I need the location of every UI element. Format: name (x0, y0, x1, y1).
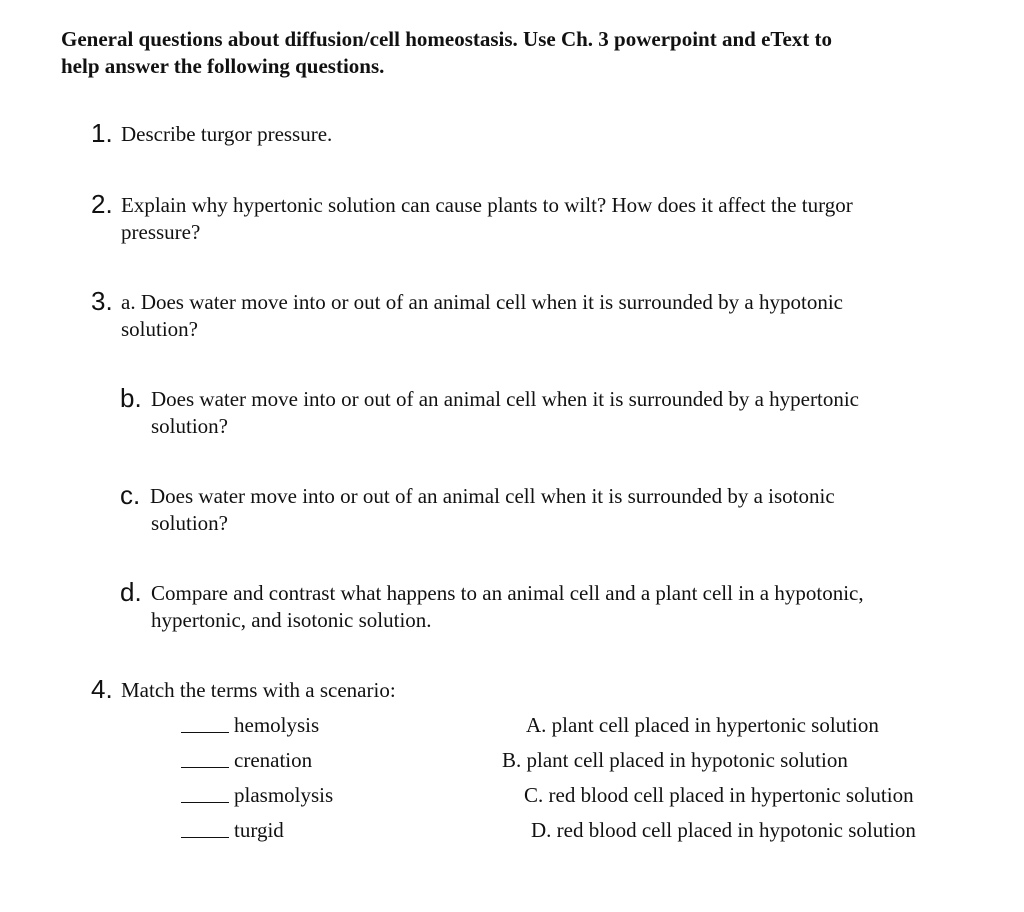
match-option-d: D. red blood cell placed in hypotonic solution (531, 818, 916, 842)
question-3c-text-line-1: Does water move into or out of an animal cell when it is surrounded by a isotonic (150, 484, 835, 508)
question-3d-letter: d. (120, 577, 142, 607)
question-2-text-line-2: pressure? (121, 220, 201, 244)
heading-line-1: General questions about diffusion/cell homeostasis. Use Ch. 3 powerpoint and eText to (61, 27, 833, 51)
question-1-number: 1. (91, 118, 113, 148)
question-1-text-line-1: Describe turgor pressure. (121, 122, 333, 146)
question-3c-text-line-2: solution? (151, 511, 228, 535)
question-4-number: 4. (91, 674, 113, 704)
question-3b-letter: b. (120, 383, 142, 413)
answer-blank-crenation[interactable] (181, 767, 229, 768)
match-term: plasmolysis (234, 783, 334, 807)
answer-blank-plasmolysis[interactable] (181, 802, 229, 803)
worksheet-heading (61, 26, 961, 80)
heading-line-2: help answer the following questions. (61, 54, 385, 78)
question-3c-letter: c. (120, 480, 141, 510)
match-term: hemolysis (234, 713, 320, 737)
answer-blank-turgid[interactable] (181, 837, 229, 838)
question-3b-text-line-1: Does water move into or out of an animal cell when it is surrounded by a hypertonic (151, 387, 859, 411)
question-3a-text-line-2: solution? (121, 317, 198, 341)
match-term: turgid (234, 818, 284, 842)
answer-blank-hemolysis[interactable] (181, 732, 229, 733)
match-term: crenation (234, 748, 313, 772)
question-2-number: 2. (91, 189, 113, 219)
question-3d-text-line-1: Compare and contrast what happens to an animal cell and a plant cell in a hypotonic, (151, 581, 864, 605)
match-option-a: A. plant cell placed in hypertonic solution (526, 713, 879, 737)
question-3b-text-line-2: solution? (151, 414, 228, 438)
question-4-text-line-1: Match the terms with a scenario: (121, 678, 396, 702)
question-2-text-line-1: Explain why hypertonic solution can cause plants to wilt? How does it affect the turgor (121, 193, 853, 217)
question-3d-text-line-2: hypertonic, and isotonic solution. (151, 608, 432, 632)
question-3-number: 3. (91, 286, 113, 316)
question-3a-text-line-1: a. Does water move into or out of an animal cell when it is surrounded by a hypotonic (121, 290, 843, 314)
match-option-c: C. red blood cell placed in hypertonic solution (524, 783, 914, 807)
match-option-b: B. plant cell placed in hypotonic solution (502, 748, 848, 772)
